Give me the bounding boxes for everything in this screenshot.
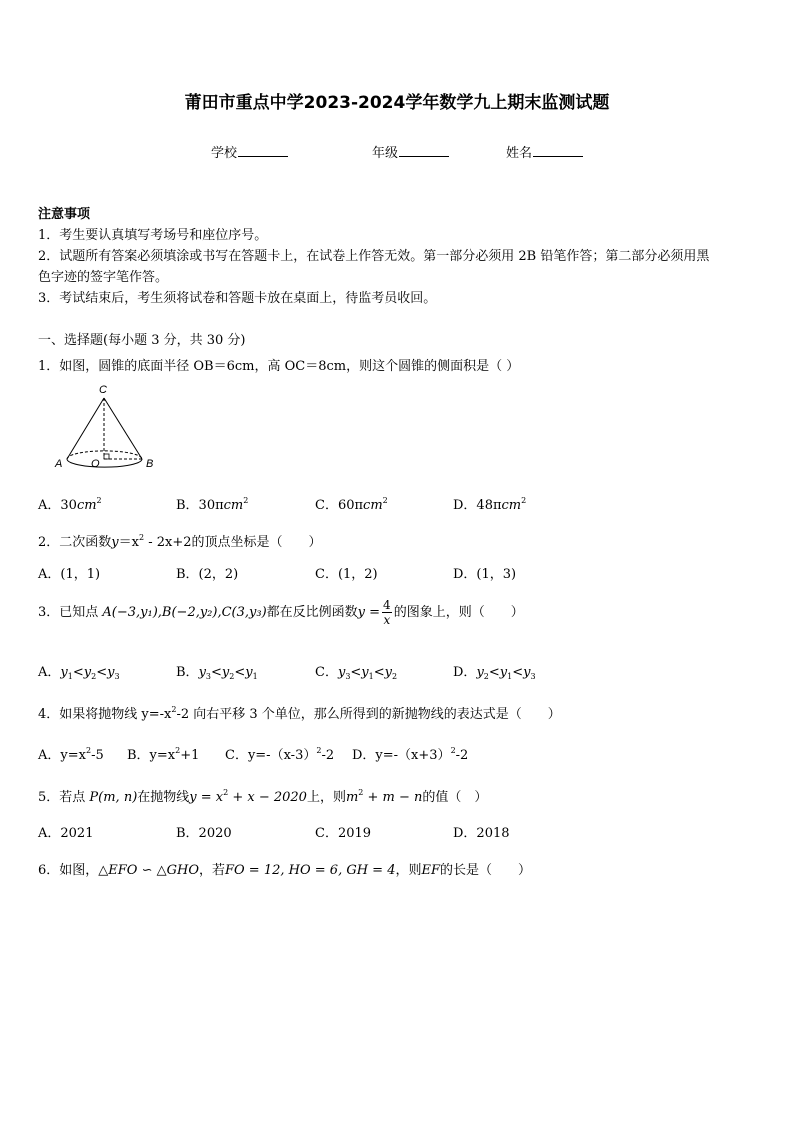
- name-field[interactable]: [506, 142, 583, 161]
- q3-fraction: $\frac{4}{x}$: [383, 598, 391, 627]
- q3-option-d[interactable]: D．$y_2<y_1<y_3$: [453, 665, 536, 681]
- q2-option-d[interactable]: D．(1，3): [453, 567, 517, 582]
- q2-stem: 2．二次函数$y=x^2 - 2x+2$的顶点坐标是（ ）: [38, 533, 322, 550]
- q4-option-a[interactable]: A．$y=x^2-5$: [38, 746, 104, 763]
- q5-option-a[interactable]: A．2021: [38, 826, 94, 841]
- q2-option-a[interactable]: A．(1，1): [38, 567, 101, 582]
- grade-field[interactable]: [372, 142, 449, 161]
- q1-option-c[interactable]: C．60πcm$^2$: [315, 496, 388, 513]
- notice-item-2-cont: 色字迹的签字笔作答。: [38, 270, 169, 285]
- notice-item-2: 2．试题所有答案必须填涂或书写在答题卡上，在试卷上作答无效。第一部分必须用 2B 铅笔作答；第二部分必须用黑: [38, 249, 710, 264]
- label-a: A: [55, 458, 63, 470]
- section-heading: 一、选择题(每小题 3 分，共 30 分): [38, 333, 246, 348]
- name-blank[interactable]: [533, 144, 583, 157]
- q5-stem: 5．若点 P(m, n)在抛物线$y = x^2 + x - 2020$上，则$m^2 + m - n$的值（ ）: [38, 788, 488, 805]
- q4-option-c[interactable]: C．$y=-(x-3)^2-2$: [225, 746, 335, 763]
- label-b: B: [146, 458, 154, 470]
- q3-option-a[interactable]: A．$y_1<y_2<y_3$: [38, 665, 120, 681]
- q1-option-a[interactable]: A．$30cm^2$: [38, 496, 102, 513]
- cone-figure: [52, 382, 162, 474]
- q3-option-b[interactable]: B．$y_3<y_2<y_1$: [176, 665, 258, 681]
- school-field[interactable]: [211, 142, 288, 161]
- q5-option-d[interactable]: D．2018: [453, 826, 510, 841]
- grade-label: 年级: [372, 146, 399, 161]
- label-o: O: [91, 458, 100, 470]
- name-label: 姓名: [506, 146, 533, 161]
- q4-stem: 4．如果将抛物线 $y=-x^2-2$ 向右平移 3 个单位，那么所得到的新抛物线的表达式是（ ）: [38, 705, 561, 722]
- q3-stem: 3．已知点 A(−3,y₁),B(−2,y₂),C(3,y₃)都在反比例函数y = $\frac{4}{x}$ 的图象上，则（ ）: [38, 598, 524, 627]
- q1-stem: 1．如图，圆锥的底面半径 OB＝6cm，高 OC＝8cm，则这个圆锥的侧面积是（ ）: [38, 359, 520, 374]
- notice-item-3: 3．考试结束后，考生须将试卷和答题卡放在桌面上，待监考员收回。: [38, 291, 437, 306]
- q2-option-b[interactable]: B．(2，2): [176, 567, 239, 582]
- q5-option-c[interactable]: C．2019: [315, 826, 372, 841]
- page-title: 莆田市重点中学2023-2024学年数学九上期末监测试题: [184, 93, 610, 113]
- q3-option-c[interactable]: C．$y_3<y_1<y_2$: [315, 665, 398, 681]
- q5-option-b[interactable]: B．2020: [176, 826, 232, 841]
- q1-option-d[interactable]: D．48πcm$^2$: [453, 496, 527, 513]
- label-c: C: [99, 384, 107, 396]
- q4-option-b[interactable]: B．$y=x^2+1$: [127, 746, 200, 763]
- q1-option-b[interactable]: B．30πcm$^2$: [176, 496, 249, 513]
- school-blank[interactable]: [238, 144, 288, 157]
- notice-item-1: 1．考生要认真填写考场号和座位序号。: [38, 228, 268, 243]
- notice-heading: 注意事项: [38, 207, 91, 222]
- q4-option-d[interactable]: D．$y=-(x+3)^2-2$: [352, 746, 469, 763]
- grade-blank[interactable]: [399, 144, 449, 157]
- q2-option-c[interactable]: C．(1，2): [315, 567, 378, 582]
- q6-stem: 6．如图，△EFO ∽ △GHO，若FO = 12, HO = 6, GH = 4，则EF的长是（ ）: [38, 863, 532, 878]
- school-label: 学校: [211, 146, 238, 161]
